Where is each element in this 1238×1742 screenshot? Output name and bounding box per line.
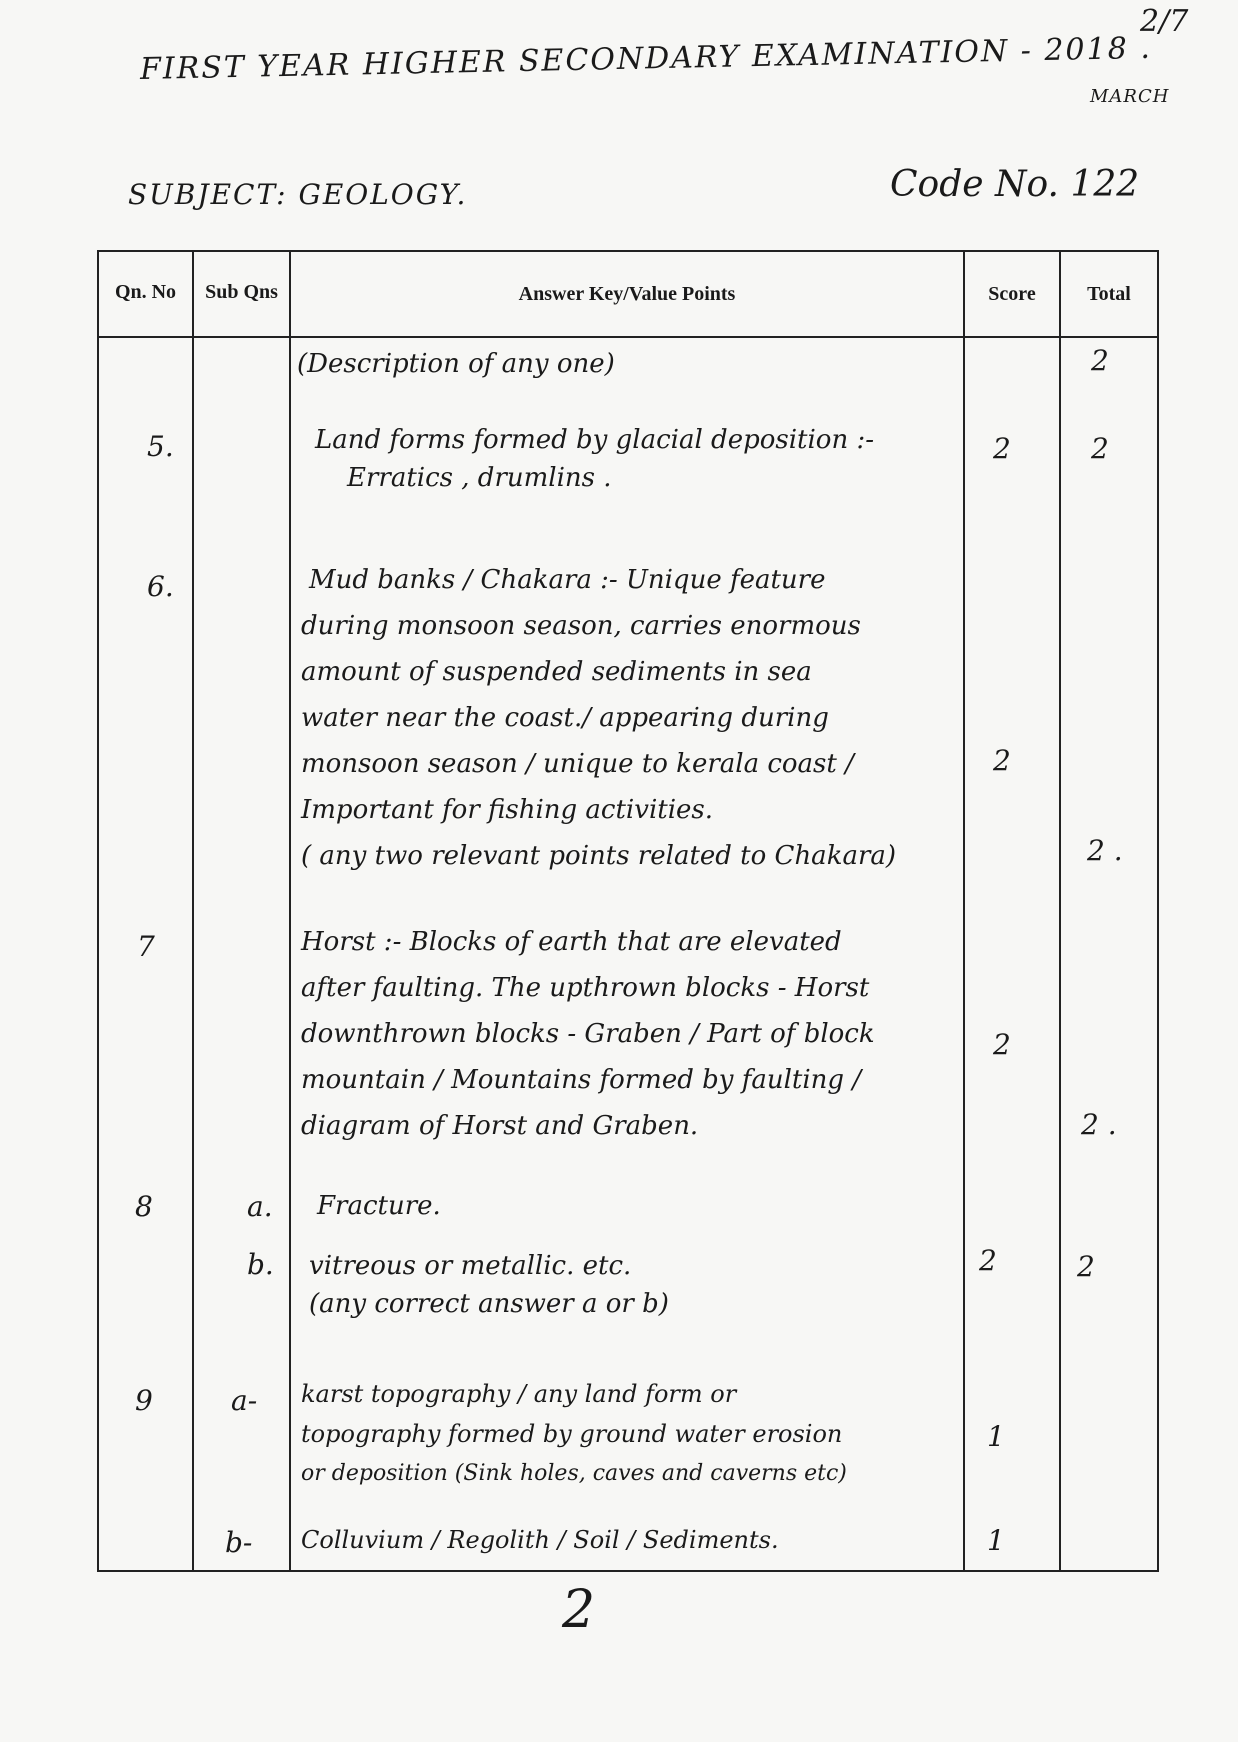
row9-qn: 9: [135, 1384, 153, 1417]
row6-answer-line-4: water near the coast./ appearing during: [301, 703, 829, 733]
col-divider-score: [963, 250, 965, 1572]
row5-answer-line-2: Erratics , drumlins .: [347, 463, 612, 493]
row5-qn: 5.: [147, 430, 174, 463]
row9-sub-a: a-: [231, 1384, 258, 1417]
header-sub-qns: Sub Qns: [205, 281, 278, 303]
row9a-answer-line-1: karst topography / any land form or: [301, 1380, 737, 1408]
row8-sub-a: a.: [247, 1190, 273, 1223]
row7-total: 2 .: [1081, 1108, 1117, 1141]
row6-answer-line-7: ( any two relevant points related to Chakara): [301, 841, 897, 871]
row8a-answer: Fracture.: [317, 1191, 441, 1221]
col-divider-sub: [192, 250, 194, 1572]
footer-page-number: 2: [562, 1580, 596, 1640]
table-border-top: [97, 250, 1159, 252]
row8-sub-b: b.: [247, 1248, 274, 1281]
row7-score: 2: [993, 1028, 1011, 1061]
row6-answer-line-1: Mud banks / Chakara :- Unique feature: [309, 565, 826, 595]
row9b-score: 1: [987, 1524, 1005, 1557]
row9a-answer-line-3: or deposition (Sink holes, caves and caverns etc): [301, 1461, 847, 1486]
row7-answer-line-2: after faulting. The upthrown blocks - Horst: [301, 973, 870, 1003]
row9a-answer-line-2: topography formed by ground water erosion: [301, 1420, 843, 1448]
row6-answer-line-5: monsoon season / unique to kerala coast /: [301, 749, 854, 779]
row7-qn: 7: [137, 930, 155, 963]
col-divider-answer: [289, 250, 291, 1572]
row6-qn: 6.: [147, 570, 174, 603]
table-header-divider: [97, 336, 1159, 338]
row5-score: 2: [993, 432, 1011, 465]
header-answer-key: Answer Key/Value Points: [518, 283, 736, 305]
row6-score: 2: [993, 744, 1011, 777]
row7-answer-line-1: Horst :- Blocks of earth that are elevated: [301, 927, 842, 957]
row9-sub-b: b-: [225, 1526, 253, 1559]
row6-total: 2 .: [1087, 834, 1123, 867]
exam-month: MARCH: [1090, 86, 1170, 107]
row7-answer-line-3: downthrown blocks - Graben / Part of block: [301, 1019, 875, 1049]
row5-answer-line-1: Land forms formed by glacial deposition :-: [315, 425, 875, 455]
page-corner-number: 2/7: [1140, 4, 1189, 39]
row9a-score: 1: [987, 1420, 1005, 1453]
row8-qn: 8: [135, 1190, 153, 1223]
row8-total: 2: [1077, 1250, 1095, 1283]
row6-answer-line-6: Important for fishing activities.: [301, 795, 714, 825]
header-qn-no: Qn. No: [114, 281, 177, 303]
code-number: Code No. 122: [890, 164, 1140, 205]
row6-answer-line-2: during monsoon season, carries enormous: [301, 611, 861, 641]
row7-answer-line-4: mountain / Mountains formed by faulting /: [301, 1065, 862, 1095]
row9b-answer: Colluvium / Regolith / Soil / Sediments.: [301, 1526, 779, 1554]
subject-label: SUBJECT: GEOLOGY.: [128, 178, 468, 211]
row8b-answer-line-1: vitreous or metallic. etc.: [309, 1251, 632, 1281]
table-border-bottom: [97, 1570, 1159, 1572]
row8b-answer-line-2: (any correct answer a or b): [309, 1289, 669, 1319]
row8-score: 2: [979, 1244, 997, 1277]
header-score: Score: [988, 283, 1036, 305]
row5-total-top: 2: [1091, 344, 1109, 377]
exam-title: FIRST YEAR HIGHER SECONDARY EXAMINATION - 2018 .: [139, 30, 1153, 87]
header-total: Total: [1087, 283, 1131, 305]
row7-answer-line-5: diagram of Horst and Graben.: [301, 1111, 699, 1141]
table-border-left: [97, 250, 99, 1572]
row5-pre-line: (Description of any one): [297, 349, 615, 379]
row6-answer-line-3: amount of suspended sediments in sea: [301, 657, 812, 687]
col-divider-total: [1059, 250, 1061, 1572]
table-border-right: [1157, 250, 1159, 1572]
answer-key-table: [97, 250, 1159, 1572]
row5-total: 2: [1091, 432, 1109, 465]
